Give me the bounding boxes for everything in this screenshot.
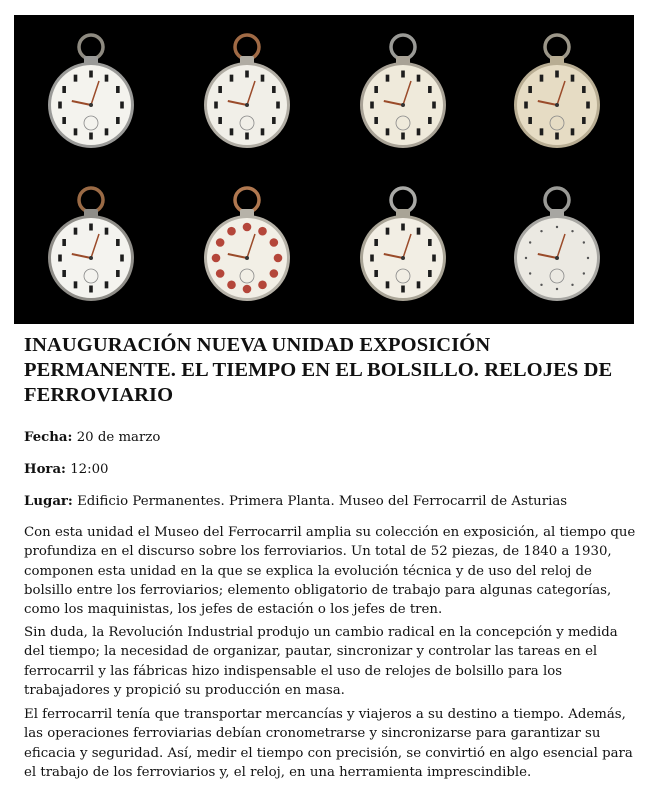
watch-8	[514, 188, 600, 301]
paragraph-1: Con esta unidad el Museo del Ferrocarril amplia su colección en exposición, al tiempo que profundiza en el discurso sobre los ferroviarios. Un total de 52 piezas, de 1840 a 1930, componen esta unidad en la que se explica la evolución técnica y de uso del reloj de bolsillo entre los ferroviarios; elemento obligatorio de trabajo para algunas categorías, como los maquinistas, los jefes de estación o los jefes de tren.	[24, 525, 636, 618]
pocket-watches-photo	[14, 15, 634, 324]
time-label: Hora:	[24, 462, 66, 477]
event-location	[24, 492, 567, 511]
paragraph-3: El ferrocarril tenía que transportar mercancías y viajeros a su destino a tiempo. Además, las operaciones ferroviarias debían cronometrarse y sincronizarse para garantizar su eficacia y seguridad. Así, medir el tiempo con precisión, se convirtió en algo esencial para el trabajo de los ferroviarios y, el reloj, en una herramienta imprescindible.	[24, 707, 633, 780]
date-value: 20 de marzo	[72, 430, 161, 445]
location-label: Lugar:	[24, 494, 73, 509]
time-value: 12:00	[65, 462, 109, 477]
watch-3	[360, 35, 446, 148]
watch-7	[360, 188, 446, 301]
watch-6	[204, 188, 290, 301]
watch-5	[48, 188, 134, 301]
watch-2	[204, 35, 290, 148]
location-value: Edificio Permanentes. Primera Planta. Museo del Ferrocarril de Asturias	[72, 494, 568, 509]
event-time	[24, 460, 109, 479]
date-label: Fecha:	[24, 430, 73, 445]
event-date	[24, 428, 160, 447]
paragraph-2: Sin duda, la Revolución Industrial produjo un cambio radical en la concepción y medida del tiempo; la necesidad de organizar, pautar, sincronizar y controlar las tareas en el ferrocarril y las fábricas hizo indispensable el uso de relojes de bolsillo para los trabajadores y propició su producción en masa.	[24, 625, 618, 698]
event-article	[24, 333, 636, 780]
watch-4	[514, 35, 600, 148]
watch-1	[48, 35, 134, 148]
event-title: INAUGURACIÓN NUEVA UNIDAD EXPOSICIÓN PERMANENTE. EL TIEMPO EN EL BOLSILLO. RELOJES DE FERROVIARIO	[24, 334, 613, 406]
hero-image	[14, 15, 634, 324]
